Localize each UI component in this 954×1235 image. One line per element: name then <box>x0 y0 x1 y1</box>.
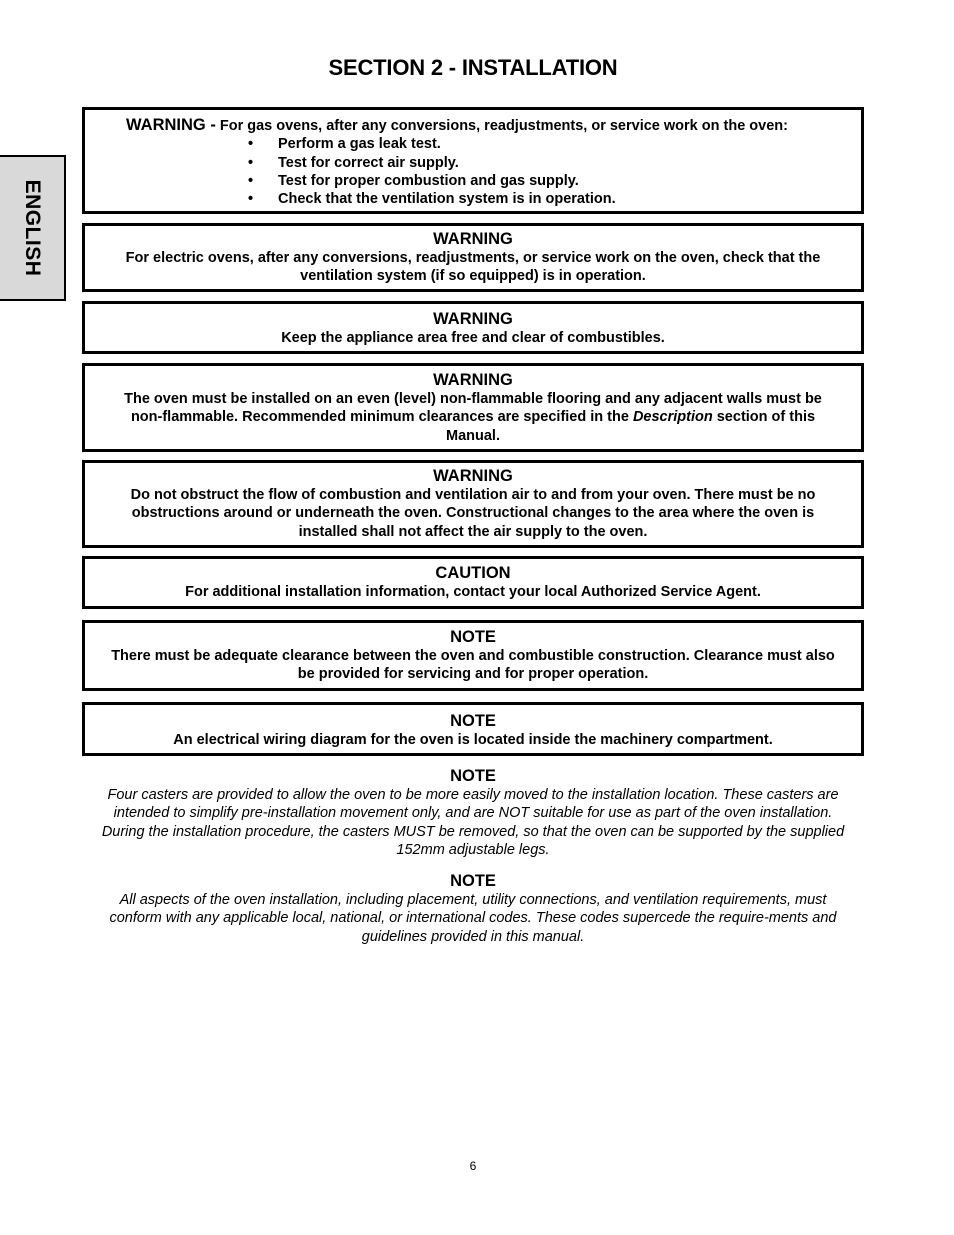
note-wiring-heading: NOTE <box>450 712 496 730</box>
warning-flooring-heading: WARNING <box>433 371 513 389</box>
warning-electric-text: For electric ovens, after any conversions, readjustments, or service work on the oven, check that the ventilation system (if so equipped) is in operation. <box>125 250 821 285</box>
page-number: 6 <box>469 1159 477 1173</box>
warning-flooring-text-start: The oven must be installed on an even (level) non-flammable flooring and any adjacent walls must be non-flammable. Recommended minimum clearances are specified in the <box>124 391 822 426</box>
warning-electric-heading: WARNING <box>433 230 513 248</box>
warning-airflow-heading: WARNING <box>433 467 513 485</box>
warning-gas-text: For gas ovens, after any conversions, readjustments, or service work on the oven: <box>219 118 788 134</box>
note-casters-text: Four casters are provided to allow the oven to be more easily moved to the installation location. These casters are intended to simplify pre-installation movement only, and are NOT suitable for use as part of the oven installation. During the installation procedure, the casters MUST be removed, so that the oven can be supported by the supplied 152mm adjustable legs. <box>101 787 845 858</box>
warning-flooring-text-end: section of this Manual. <box>446 409 816 444</box>
note-casters <box>100 766 846 859</box>
caution-heading: CAUTION <box>435 564 511 582</box>
note-clearance-box <box>82 620 864 691</box>
warning-combustibles-heading: WARNING <box>433 310 513 328</box>
list-item: • Check that the ventilation system is in operation. <box>248 190 861 208</box>
list-item: • Test for proper combustion and gas supply. <box>248 172 861 190</box>
note-clearance-text: There must be adequate clearance between the oven and combustible construction. Clearance must also be provided for servicing and for proper operation. <box>111 648 835 683</box>
warning-electric-box <box>82 223 864 292</box>
caution-box <box>82 556 864 609</box>
description-reference: Description <box>632 409 713 426</box>
language-tab-label: ENGLISH <box>21 179 44 277</box>
warning-gas-intro <box>85 116 861 135</box>
note-codes <box>100 871 846 946</box>
note-codes-heading: NOTE <box>450 872 496 890</box>
warning-gas-box <box>82 107 864 214</box>
warning-flooring-text <box>85 390 861 445</box>
note-casters-heading: NOTE <box>450 767 496 785</box>
note-codes-text: All aspects of the oven installation, including placement, utility connections, and ventilation requirements, must conform with any applicable local, national, or international codes. These codes supercede the require-ments and guidelines provided in this manual. <box>109 892 837 945</box>
list-item: • Test for correct air supply. <box>248 154 861 172</box>
note-wiring-text: An electrical wiring diagram for the oven is located inside the machinery compartment. <box>173 732 773 748</box>
language-tab <box>0 155 66 301</box>
section-title: SECTION 2 - INSTALLATION <box>328 55 618 80</box>
note-clearance-heading: NOTE <box>450 628 496 646</box>
warning-airflow-text: Do not obstruct the flow of combustion and ventilation air to and from your oven. There must be no obstructions around or underneath the oven. Constructional changes to the area where the oven is installed shall not affect the air supply to the oven. <box>130 487 816 540</box>
warning-combustibles-text: Keep the appliance area free and clear of combustibles. <box>281 330 665 346</box>
warning-airflow-box <box>82 460 864 548</box>
warning-gas-lead: WARNING - <box>126 116 216 134</box>
warning-gas-list <box>85 135 861 208</box>
note-wiring-box <box>82 702 864 756</box>
warning-flooring-box <box>82 363 864 452</box>
list-item: • Perform a gas leak test. <box>248 135 861 153</box>
warning-combustibles-box <box>82 301 864 354</box>
caution-text: For additional installation information, contact your local Authorized Service Agent. <box>185 584 761 600</box>
